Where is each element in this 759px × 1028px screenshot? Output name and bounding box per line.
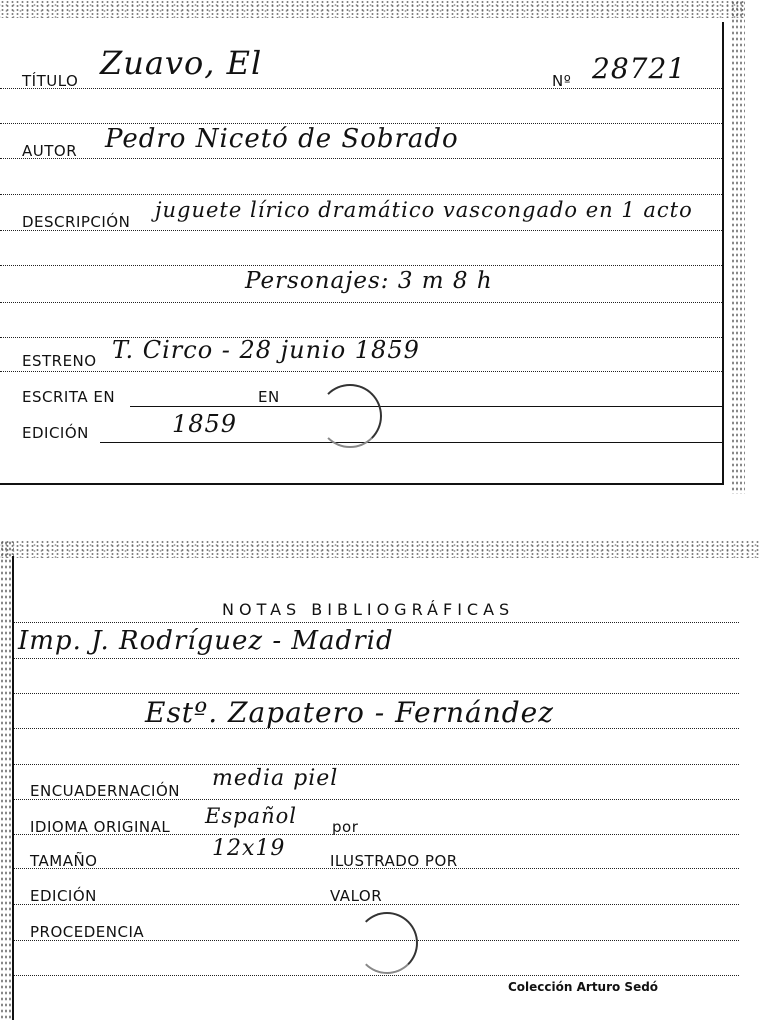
descripcion-label: DESCRIPCIÓN <box>22 213 131 231</box>
card-edge-texture <box>0 0 745 18</box>
edicion-label: EDICIÓN <box>22 424 89 442</box>
card-edge-texture <box>0 540 759 558</box>
rule-line <box>14 693 739 694</box>
rule-line <box>14 622 739 623</box>
edicion-value: 1859 <box>172 410 238 438</box>
rule-line <box>14 764 739 765</box>
tamano-label: TAMAÑO <box>30 852 98 870</box>
establecimiento-value: Estº. Zapatero - Fernández <box>145 696 554 729</box>
library-stamp <box>356 912 418 974</box>
autor-label: AUTOR <box>22 142 78 160</box>
tamano-value: 12x19 <box>212 836 286 861</box>
personajes-value: Personajes: 3 m 8 h <box>245 268 493 294</box>
card-border <box>722 22 724 484</box>
library-stamp <box>318 384 382 448</box>
rule-line <box>0 371 722 372</box>
estreno-value: T. Circo - 28 junio 1859 <box>112 336 420 364</box>
valor-label: VALOR <box>330 887 383 905</box>
card-border <box>12 556 14 1020</box>
escrita-en-label: ESCRITA EN <box>22 388 116 406</box>
titulo-value: Zuavo, El <box>100 44 263 82</box>
ilustrado-label: ILUSTRADO POR <box>330 852 458 870</box>
idioma-label: IDIOMA ORIGINAL <box>30 818 171 836</box>
edicion-label: EDICIÓN <box>30 887 97 905</box>
por-label: por <box>332 818 359 836</box>
idioma-value: Español <box>205 804 297 828</box>
imprenta-value: Imp. J. Rodríguez - Madrid <box>18 626 394 656</box>
estreno-label: ESTRENO <box>22 352 97 370</box>
encuadernacion-label: ENCUADERNACIÓN <box>30 782 181 800</box>
descripcion-value: juguete lírico dramático vascongado en 1 acto <box>155 198 693 222</box>
catalog-card-front <box>0 0 745 494</box>
autor-value: Pedro Nicetó de Sobrado <box>105 124 459 154</box>
numero-value: 28721 <box>592 52 687 85</box>
coleccion-footer: Colección Arturo Sedó <box>508 980 659 994</box>
card-edge-texture <box>731 0 745 494</box>
en-label: EN <box>258 388 280 406</box>
rule-line <box>0 88 722 89</box>
rule-line <box>0 194 722 195</box>
catalog-card-back <box>0 540 759 1020</box>
rule-line <box>14 975 739 976</box>
rule-line <box>100 442 722 443</box>
rule-line <box>0 158 722 159</box>
numero-label: Nº <box>552 72 572 90</box>
rule-line <box>130 406 722 407</box>
titulo-label: TÍTULO <box>22 72 79 90</box>
rule-line <box>0 302 722 303</box>
procedencia-label: PROCEDENCIA <box>30 923 145 941</box>
encuadernacion-value: media piel <box>212 766 339 791</box>
notas-heading: NOTAS BIBLIOGRÁFICAS <box>222 600 515 619</box>
rule-line <box>0 265 722 266</box>
card-border <box>0 483 724 485</box>
rule-line <box>14 658 739 659</box>
